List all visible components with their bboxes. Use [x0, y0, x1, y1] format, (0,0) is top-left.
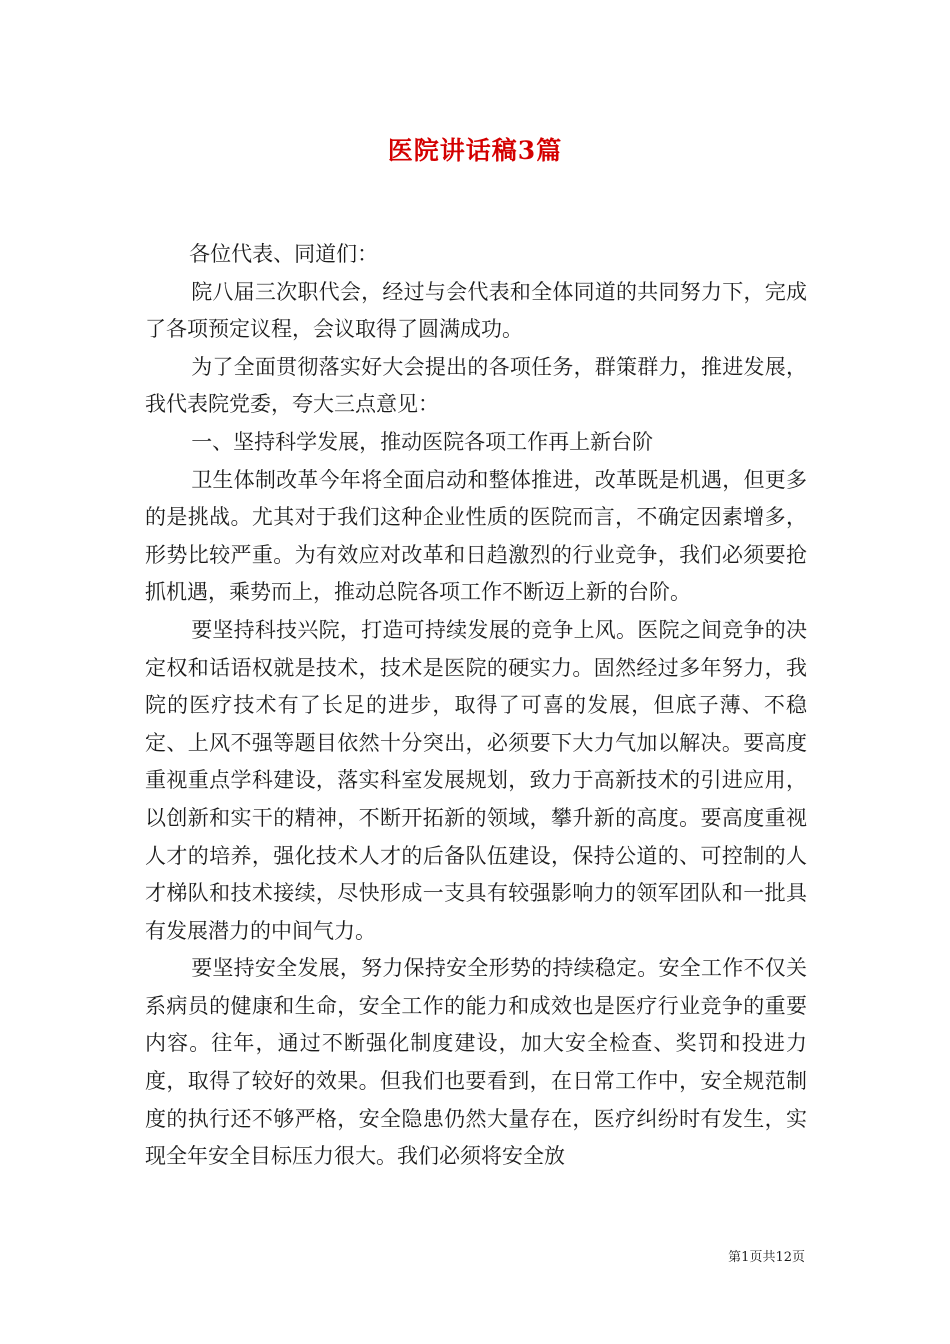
- body-paragraph: 要坚持科技兴院，打造可持续发展的竞争上风。医院之间竞争的决定权和话语权就是技术，技术是医院的硬实力。固然经过多年努力，我院的医疗技术有了长足的进步，取得了可喜的发展，但底子薄、不稳定、上风不强等题目依然十分突出，必须要下大力气加以解决。要高度重视重点学科建设，落实科室发展规划，致力于高新技术的引进应用，以创新和实干的精神，不断开拓新的领域，攀升新的高度。要高度重视人才的培养，强化技术人才的后备队伍建设，保持公道的、可控制的人才梯队和技术接续，尽快形成一支具有较强影响力的领军团队和一批具有发展潜力的中间气力。: [145, 617, 807, 943]
- body-paragraph: 院八届三次职代会，经过与会代表和全体同道的共同努力下，完成了各项预定议程，会议取得了圆满成功。: [145, 279, 807, 342]
- salutation-paragraph: 各位代表、同道们：: [189, 242, 379, 266]
- body-paragraph: 要坚持安全发展，努力保持安全形势的持续稳定。安全工作不仅关系病员的健康和生命，安全工作的能力和成效也是医疗行业竞争的重要内容。往年，通过不断强化制度建设，加大安全检查、奖罚和投进力度，取得了较好的效果。但我们也要看到，在日常工作中，安全规范制度的执行还不够严格，安全隐患仍然大量存在，医疗纠纷时有发生，实现全年安全目标压力很大。我们必须将安全放: [145, 956, 807, 1169]
- page-number-footer: 第1页共12页: [728, 1250, 805, 1265]
- body-paragraph: 卫生体制改革今年将全面启动和整体推进，改革既是机遇，但更多的是挑战。尤其对于我们这种企业性质的医院而言，不确定因素增多，形势比较严重。为有效应对改革和日趋激烈的行业竞争，我们必须要抢抓机遇，乘势而上，推动总院各项工作不断迈上新的台阶。: [145, 467, 807, 605]
- section-heading: 一、坚持科学发展，推动医院各项工作再上新台阶: [191, 429, 654, 454]
- document-title: 医院讲话稿3篇: [387, 136, 563, 165]
- document-body: [145, 236, 807, 1176]
- body-paragraph: 为了全面贯彻落实好大会提出的各项任务，群策群力，推进发展，我代表院党委，夸大三点意见：: [145, 354, 807, 417]
